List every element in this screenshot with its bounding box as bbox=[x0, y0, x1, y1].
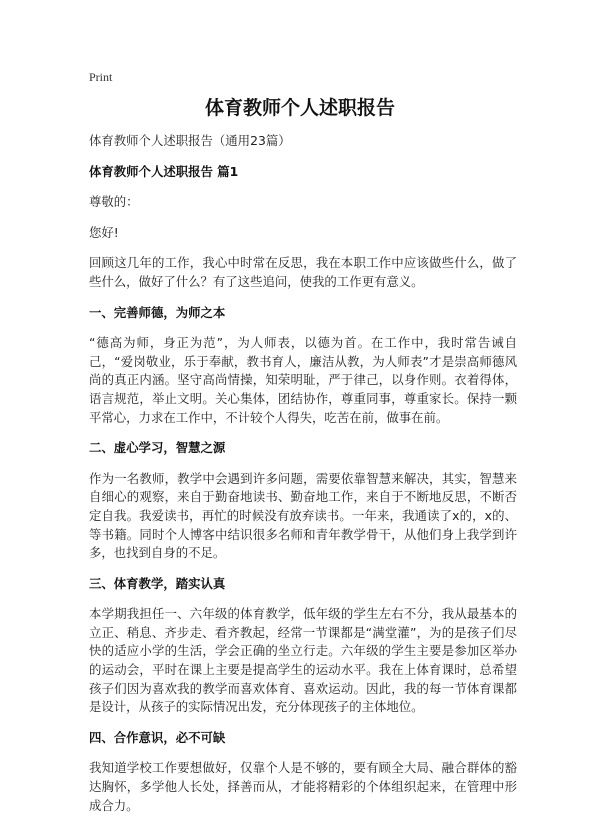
document-subtitle: 体育教师个人述职报告（通用23篇） bbox=[89, 133, 291, 148]
section-heading-3: 三、体育教学，踏实认真 bbox=[89, 575, 226, 591]
page-title: 体育教师个人述职报告 bbox=[204, 97, 395, 119]
greeting: 您好! bbox=[89, 224, 119, 240]
intro-paragraph: 回顾这几年的工作，我心中时常在反思，我在本职工作中应该做些什么，做了些什么，做好了什么？有了这些追问，使我的工作更有意义。 bbox=[89, 255, 517, 289]
section-body-2: 作为一名教师，教学中会遇到许多问题，需要依靠智慧来解决，其实，智慧来自细心的观察，来自于勤奋地读书、勤奋地工作，来自于不断地反思，不断否定自我。我爱读书，再忙的时候没有放弃读书。一年来，我通读了x的，x的、等书籍。同时个人博客中结识很多名师和青年教学骨干，从他们身上我学到许多，也找到自身的不足。 bbox=[89, 470, 517, 561]
section-heading-2: 二、虚心学习，智慧之源 bbox=[89, 440, 226, 456]
section-body-3: 本学期我担任一、六年级的体育教学，低年级的学生左右不分，我从最基本的立正、稍息、齐步走、看齐教起，经常一节课都是“满堂灌”，为的是孩子们尽快的适应小学的生活，学会正确的坐立行走。六年级的学生主要是参加区举办的运动会，平时在课上主要是提高学生的运动水平。我在上体育课时，总希望孩子们因为喜欢我的教学而喜欢体育、喜欢运动。因此，我的每一节体育课都是设计，从孩子的实际情况出发，充分体现孩子的主体地位。 bbox=[89, 606, 517, 715]
article-title: 体育教师个人述职报告 篇1 bbox=[89, 163, 239, 179]
salutation: 尊敬的： bbox=[89, 194, 139, 210]
print-link[interactable]: Print bbox=[89, 70, 113, 84]
section-body-4: 我知道学校工作要想做好，仅靠个人是不够的，要有顾全大局、融合群体的豁达胸怀，多学他人长处，择善而从，才能将精彩的个体组织起来，在管理中形成合力。 bbox=[89, 760, 517, 813]
section-heading-4: 四、合作意识，必不可缺 bbox=[89, 729, 226, 745]
document-body bbox=[89, 132, 517, 827]
section-body-1: “德高为师，身正为范”，为人师表，以德为首。在工作中，我时常告诫自己，“爱岗敬业，乐于奉献，教书育人，廉洁从教，为人师表”才是崇高师德风尚的真正内涵。坚守高尚情操，知荣明耻，严于律己，以身作则。衣着得体，语言规范，举止文明。关心集体，团结协作，尊重同事，尊重家长。保持一颗平常心，力求在工作中，不计较个人得失，吃苦在前，做事在前。 bbox=[89, 335, 517, 425]
section-heading-1: 一、完善师德，为师之本 bbox=[89, 304, 226, 320]
